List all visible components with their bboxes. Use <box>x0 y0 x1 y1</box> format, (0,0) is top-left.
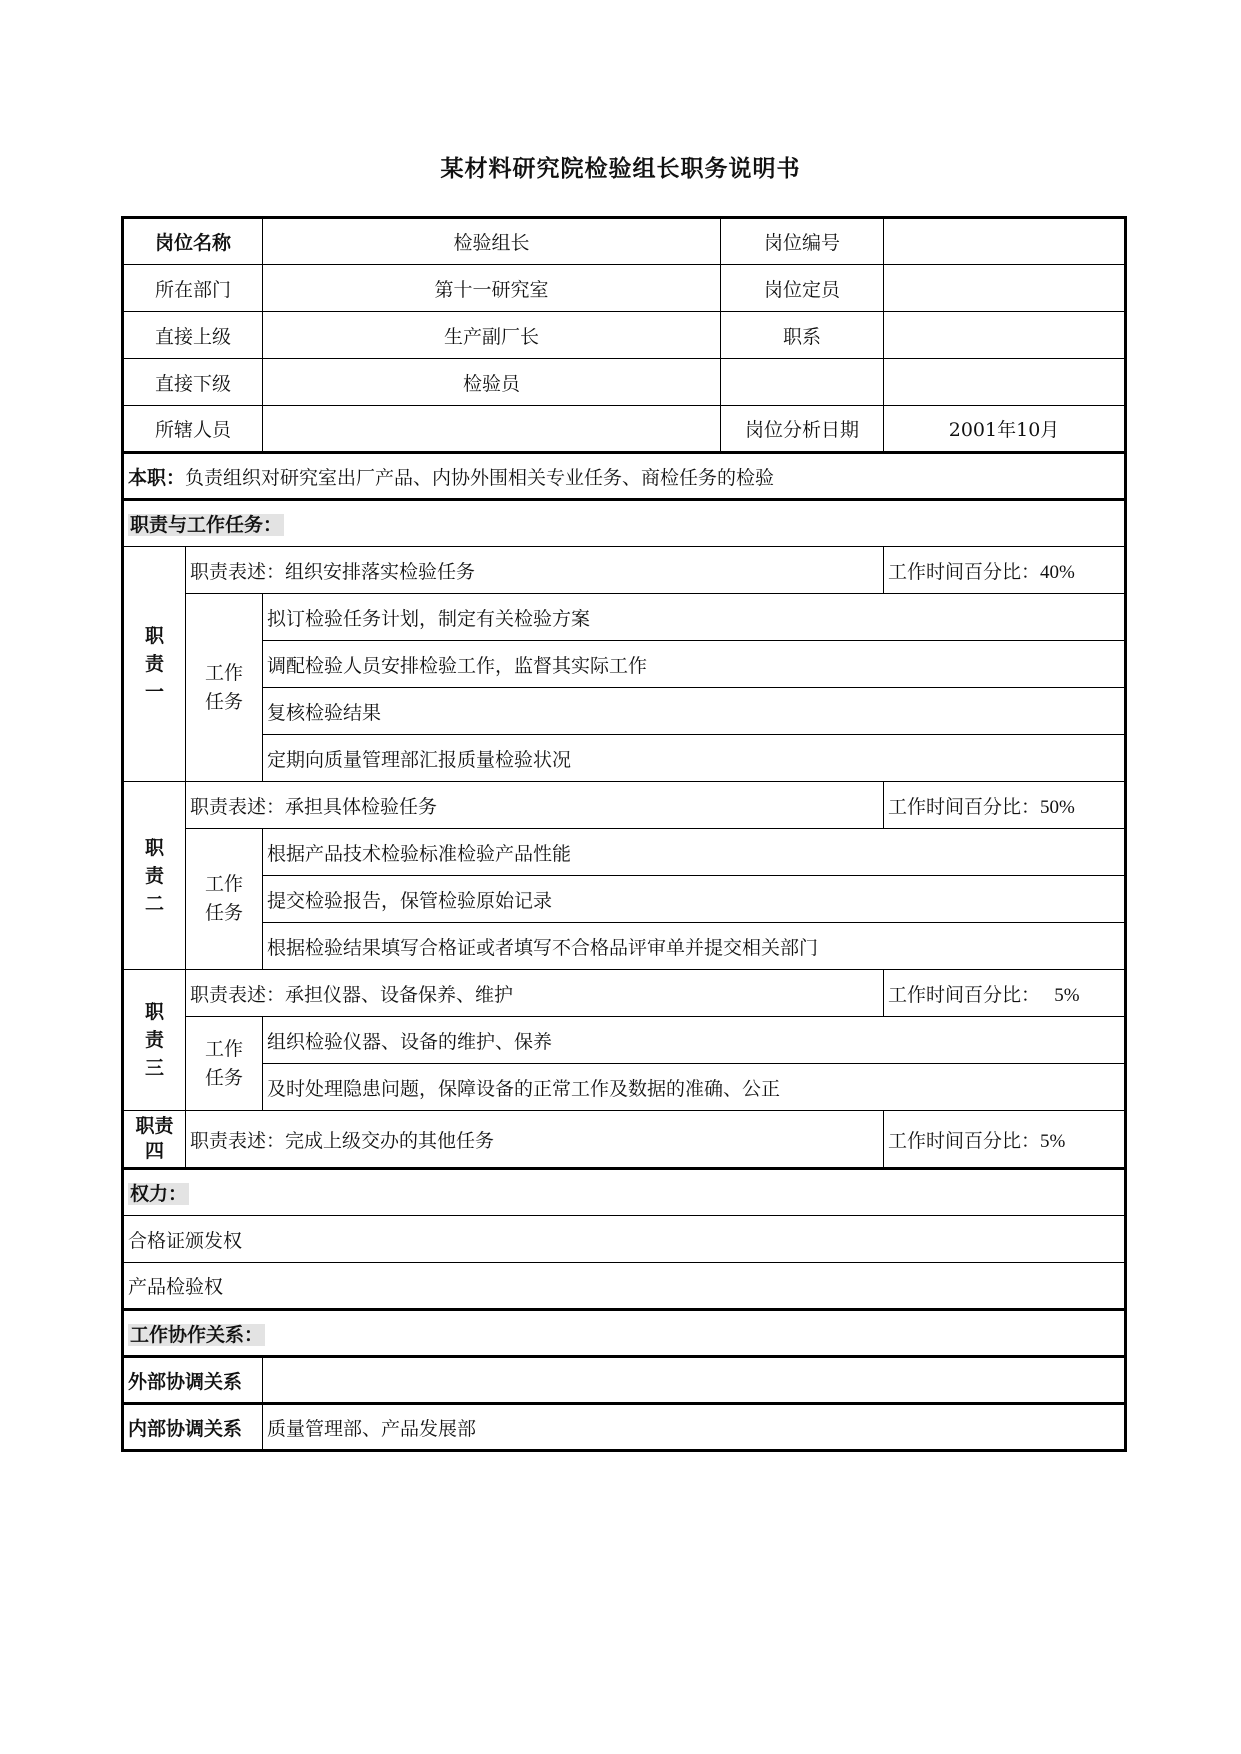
duty-1-name: 职责一 <box>123 547 186 782</box>
duty-1-desc-row <box>123 547 1126 594</box>
relations-header-row <box>123 1310 1126 1357</box>
duty-3-name: 职责三 <box>123 970 186 1111</box>
duty-2-desc: 职责表述：承担具体检验任务 <box>186 782 884 829</box>
authority-row <box>123 1216 1126 1263</box>
position-no-label: 岗位编号 <box>721 218 884 265</box>
authority-row <box>123 1263 1126 1310</box>
duty-2-task-row <box>123 923 1126 970</box>
internal-relations-value: 质量管理部、产品发展部 <box>263 1404 1126 1451</box>
analysis-date-value: 2001年10月 <box>884 406 1126 453</box>
info-row-position <box>123 218 1126 265</box>
department-label: 所在部门 <box>123 265 263 312</box>
main-duty-row <box>123 453 1126 500</box>
duty-2-task-1: 根据产品技术检验标准检验产品性能 <box>263 829 1126 876</box>
duty-2-time: 工作时间百分比：50% <box>884 782 1126 829</box>
duty-3-task-1: 组织检验仪器、设备的维护、保养 <box>263 1017 1126 1064</box>
duty-2-task-row <box>123 829 1126 876</box>
position-name-value: 检验组长 <box>263 218 721 265</box>
series-value <box>884 312 1126 359</box>
authority-header-cell <box>123 1169 1126 1216</box>
main-duty-text: 负责组织对研究室出厂产品、内协外围相关专业任务、商检任务的检验 <box>185 466 775 489</box>
duty-3-task-row <box>123 1017 1126 1064</box>
duty-4-name: 职责四 <box>123 1111 186 1169</box>
headcount-label: 岗位定员 <box>721 265 884 312</box>
duty-3-time: 工作时间百分比： 5% <box>884 970 1126 1017</box>
duty-2-task-label: 工作任务 <box>186 829 263 970</box>
duty-1-task-row <box>123 688 1126 735</box>
info-row-department <box>123 265 1126 312</box>
duty-1-task-row <box>123 641 1126 688</box>
job-description-table <box>121 216 1127 1452</box>
internal-relations-row <box>123 1404 1126 1451</box>
info-row-staff <box>123 406 1126 453</box>
duty-1-task-3: 复核检验结果 <box>263 688 1126 735</box>
duty-4-desc: 职责表述：完成上级交办的其他任务 <box>186 1111 884 1169</box>
duty-3-desc: 职责表述：承担仪器、设备保养、维护 <box>186 970 884 1017</box>
authority-header-row <box>123 1169 1126 1216</box>
duty-1-task-row <box>123 735 1126 782</box>
empty-cell <box>884 359 1126 406</box>
duty-1-task-row <box>123 594 1126 641</box>
superior-label: 直接上级 <box>123 312 263 359</box>
position-no-value <box>884 218 1126 265</box>
duty-2-desc-row <box>123 782 1126 829</box>
analysis-date-label: 岗位分析日期 <box>721 406 884 453</box>
page-title: 某材料研究院检验组长职务说明书 <box>440 156 801 182</box>
subordinate-value: 检验员 <box>263 359 721 406</box>
external-relations-row <box>123 1357 1126 1404</box>
headcount-value <box>884 265 1126 312</box>
duty-2-task-2: 提交检验报告，保管检验原始记录 <box>263 876 1126 923</box>
internal-relations-label: 内部协调关系 <box>123 1404 263 1451</box>
empty-cell <box>721 359 884 406</box>
subordinate-label: 直接下级 <box>123 359 263 406</box>
duty-1-task-2: 调配检验人员安排检验工作，监督其实际工作 <box>263 641 1126 688</box>
duty-1-task-label: 工作任务 <box>186 594 263 782</box>
department-value: 第十一研究室 <box>263 265 721 312</box>
relations-header-cell <box>123 1310 1126 1357</box>
duty-2-name: 职责二 <box>123 782 186 970</box>
staff-value <box>263 406 721 453</box>
external-relations-value <box>263 1357 1126 1404</box>
duties-header-cell <box>123 500 1126 547</box>
duty-3-task-row <box>123 1064 1126 1111</box>
authority-item-2: 产品检验权 <box>123 1263 1126 1310</box>
duty-1-task-4: 定期向质量管理部汇报质量检验状况 <box>263 735 1126 782</box>
staff-label: 所辖人员 <box>123 406 263 453</box>
authority-item-1: 合格证颁发权 <box>123 1216 1126 1263</box>
duty-4-desc-row <box>123 1111 1126 1169</box>
main-duty-label: 本职： <box>128 466 186 489</box>
duty-3-desc-row <box>123 970 1126 1017</box>
duties-header-row <box>123 500 1126 547</box>
duty-2-task-3: 根据检验结果填写合格证或者填写不合格品评审单并提交相关部门 <box>263 923 1126 970</box>
duty-4-time: 工作时间百分比：5% <box>884 1111 1126 1169</box>
info-row-subordinate <box>123 359 1126 406</box>
position-name-label: 岗位名称 <box>123 218 263 265</box>
main-duty-cell <box>123 453 1126 500</box>
series-label: 职系 <box>721 312 884 359</box>
external-relations-label: 外部协调关系 <box>123 1357 263 1404</box>
duty-3-task-label: 工作任务 <box>186 1017 263 1111</box>
duty-2-task-row <box>123 876 1126 923</box>
authority-header: 权力： <box>130 1183 188 1205</box>
duty-1-desc: 职责表述：组织安排落实检验任务 <box>186 547 884 594</box>
duty-1-task-1: 拟订检验任务计划，制定有关检验方案 <box>263 594 1126 641</box>
superior-value: 生产副厂长 <box>263 312 721 359</box>
duties-header: 职责与工作任务： <box>130 514 283 536</box>
relations-header: 工作协作关系： <box>130 1323 264 1346</box>
duty-1-time: 工作时间百分比：40% <box>884 547 1126 594</box>
info-row-superior <box>123 312 1126 359</box>
duty-3-task-2: 及时处理隐患问题，保障设备的正常工作及数据的准确、公正 <box>263 1064 1126 1111</box>
